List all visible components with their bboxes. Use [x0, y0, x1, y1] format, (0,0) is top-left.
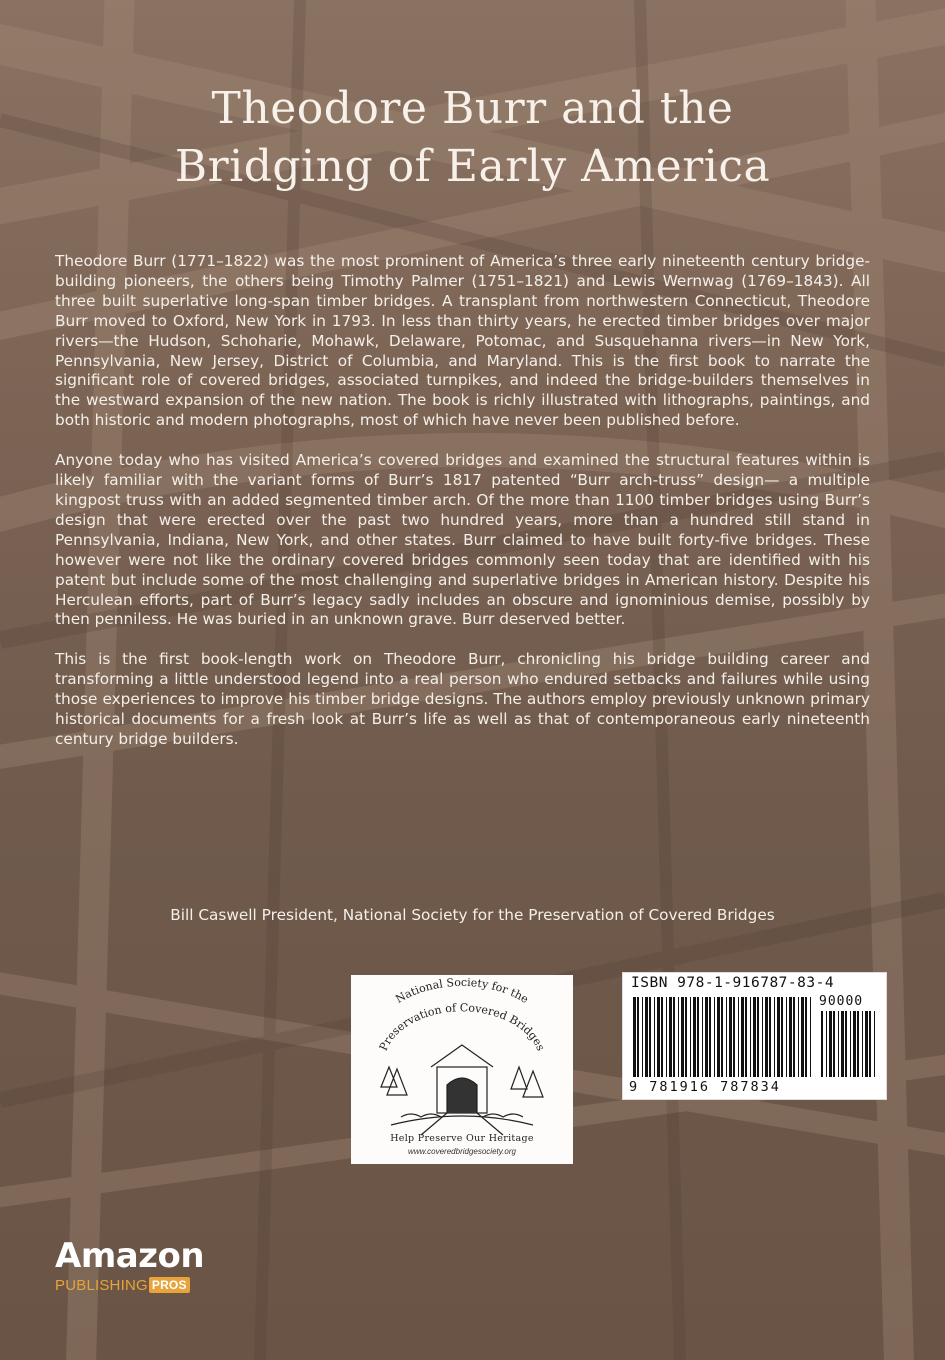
society-tagline: Help Preserve Our Heritage	[390, 1133, 534, 1144]
barcode-bar	[702, 997, 703, 1077]
barcode-bar	[678, 997, 679, 1077]
barcode-bar	[821, 1011, 823, 1077]
barcode-bar	[685, 997, 687, 1077]
society-logo	[351, 975, 573, 1164]
society-arc-line-1: National Society for the	[393, 975, 531, 1006]
society-arc-line-2: Preservation of Covered Bridges	[376, 1001, 548, 1053]
barcode-bar	[741, 997, 744, 1077]
barcode-bar	[690, 997, 691, 1077]
barcode-bar	[865, 1011, 868, 1077]
book-title	[0, 80, 945, 196]
ean-digits: 9 781916 787834	[629, 1079, 781, 1095]
barcode-bar	[717, 997, 720, 1077]
blurb	[55, 252, 870, 770]
barcode-bar	[709, 997, 711, 1077]
barcode-bar	[798, 997, 799, 1077]
barcode-bar	[862, 1011, 863, 1077]
barcode-bar	[850, 1011, 851, 1077]
barcode-bar	[714, 997, 715, 1077]
barcode-bar	[645, 997, 648, 1077]
barcode-bar	[833, 1011, 835, 1077]
barcode-bar	[745, 997, 747, 1077]
barcode-bar	[721, 997, 723, 1077]
barcode-bar	[838, 1011, 839, 1077]
isbn-text: ISBN 978-1-916787-83-4	[631, 975, 835, 991]
barcode-bar	[657, 997, 660, 1077]
barcode-bar	[753, 997, 756, 1077]
barcode-bar	[826, 1011, 827, 1077]
blurb-paragraph-3: This is the first book-length work on Theodore Burr, chronicling his bridge building career and transforming a little understood legend into a real person who endured setbacks and failures while using those experiences to improve his timber bridge designs. The authors employ previously unknown primary historical documents for a fresh look at Burr’s life as well as that of contemporaneous early nineteenth century bridge builders.	[55, 650, 870, 748]
isbn-barcode	[622, 972, 887, 1100]
barcode-bar	[654, 997, 655, 1077]
barcode-bar	[649, 997, 651, 1077]
barcode-bar	[633, 997, 636, 1077]
blurb-paragraph-2: Anyone today who has visited America’s covered bridges and examined the structural features within is likely familiar with the variant forms of Burr’s 1817 patented “Burr arch-truss” design— a multiple kingpost truss with an added segmented timber arch. Of the more than 1100 timber bridges using Burr’s design that were erected over the past two hundred years, more than a hundred still stand in Pennsylvania, Indiana, New York, and other states. Burr claimed to have built forty-five bridges. These however were not like the ordinary covered bridges commonly seen today that are identified with his patent but include some of the most challenging and superlative bridges in American history. Despite his Herculean efforts, part of Burr’s legacy sadly includes an obscure and ignominious demise, possibly by then penniless. He was buried in an unknown grave. Burr deserved better.	[55, 451, 870, 629]
barcode-bar	[642, 997, 643, 1077]
barcode-bar	[869, 1011, 871, 1077]
barcode-bar	[774, 997, 775, 1077]
barcode-bar	[793, 997, 795, 1077]
barcode-bar	[681, 997, 684, 1077]
endorsement-signature: Bill Caswell President, National Society for the Preservation of Covered Bridges	[170, 906, 775, 924]
barcode-bar	[810, 997, 811, 1077]
barcode-bar	[705, 997, 708, 1077]
title-line-2: Bridging of Early America	[174, 141, 771, 192]
barcode-bar	[789, 997, 792, 1077]
barcode-bar	[805, 997, 807, 1077]
barcode-bar	[845, 1011, 847, 1077]
barcode-bar	[786, 997, 787, 1077]
barcode-bar	[729, 997, 732, 1077]
publisher-badge: PROS	[149, 1277, 190, 1293]
barcode-bar	[801, 997, 804, 1077]
barcode-bar	[765, 997, 768, 1077]
barcode-bar	[693, 997, 696, 1077]
barcode-bar	[661, 997, 663, 1077]
barcode-bar	[738, 997, 739, 1077]
barcode-bar	[841, 1011, 844, 1077]
barcode-bar	[853, 1011, 856, 1077]
barcode-bar	[777, 997, 780, 1077]
title-line-1: Theodore Burr and the	[211, 83, 734, 134]
barcode-bar	[829, 1011, 832, 1077]
publisher-line-2: PUBLISHING	[55, 1277, 148, 1294]
barcode-bar	[666, 997, 667, 1077]
ean-barcode-bars	[633, 997, 813, 1077]
society-url: www.coveredbridgesociety.org	[408, 1147, 516, 1156]
barcode-bar	[637, 997, 639, 1077]
addon-barcode-bars	[821, 1011, 879, 1077]
publisher-logo-subtitle	[55, 1277, 190, 1294]
barcode-bar	[769, 997, 771, 1077]
barcode-bar	[726, 997, 727, 1077]
blurb-paragraph-1: Theodore Burr (1771–1822) was the most prominent of America’s three early nineteenth century bridge-building pioneers, the others being Timothy Palmer (1751–1821) and Lewis Wernwag (1769–1843). All three built superlative long-span timber bridges. A transplant from northwestern Connecticut, Theodore Burr moved to Oxford, New York in 1793. In less than thirty years, he erected timber bridges over major rivers—the Hudson, Schoharie, Mohawk, Delaware, Potomac, and Susquehanna rivers—in New York, Pennsylvania, New Jersey, District of Columbia, and Maryland. This is the first book to narrate the significant role of covered bridges, associated turnpikes, and indeed the bridge-builders themselves in the westward expansion of the new nation. The book is richly illustrated with lithographs, paintings, and both historic and modern photographs, most of which have never been published before.	[55, 252, 870, 430]
barcode-bar	[857, 1011, 859, 1077]
publisher-logo-name: Amazon	[55, 1236, 205, 1276]
barcode-bar	[750, 997, 751, 1077]
barcode-bar	[733, 997, 735, 1077]
barcode-bar	[673, 997, 675, 1077]
barcode-bar	[697, 997, 699, 1077]
barcode-bar	[762, 997, 763, 1077]
barcode-bar	[669, 997, 672, 1077]
barcode-bar	[757, 997, 759, 1077]
addon-code: 90000	[819, 994, 864, 1009]
barcode-bar	[874, 1011, 875, 1077]
barcode-bar	[781, 997, 783, 1077]
